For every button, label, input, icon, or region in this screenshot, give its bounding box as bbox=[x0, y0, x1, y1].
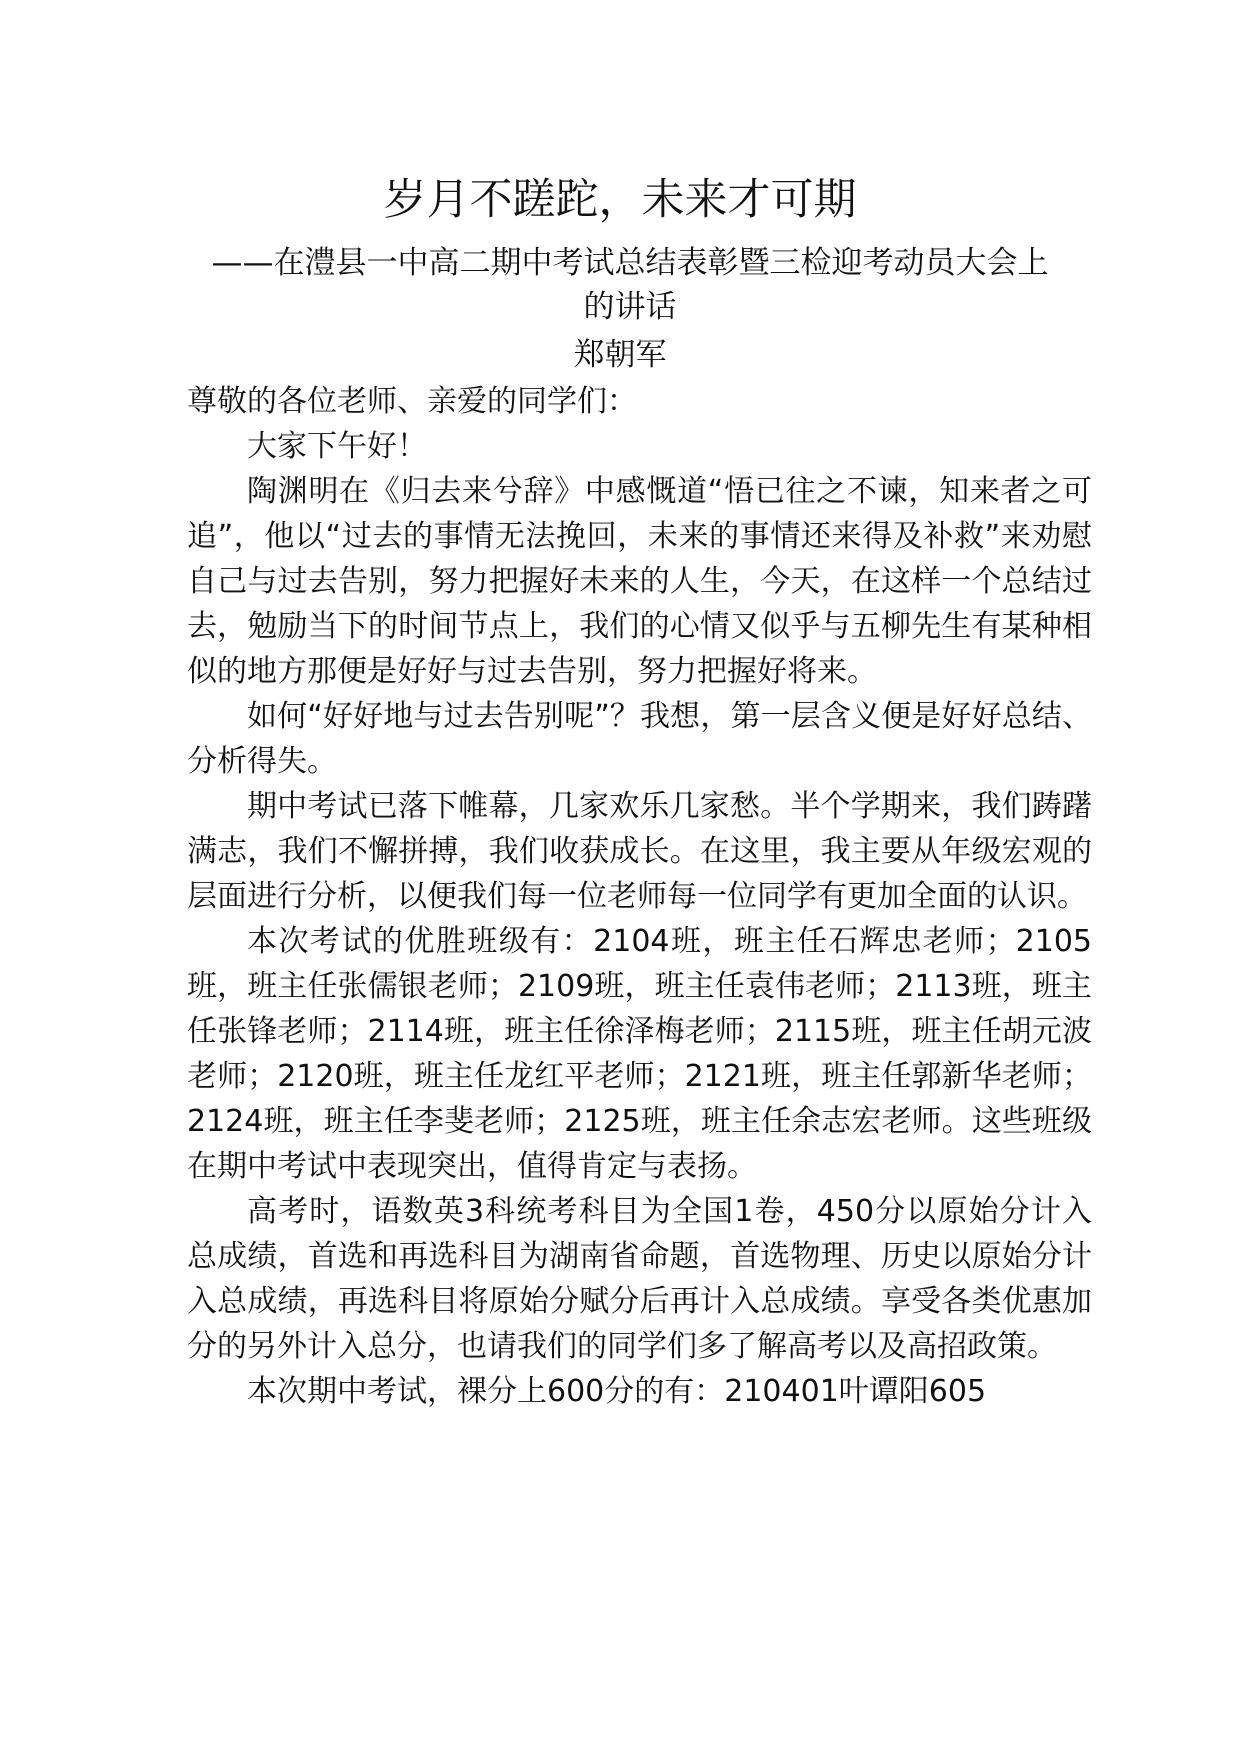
document-subtitle: ——在澧县一中高二期中考试总结表彰暨三检迎考动员大会上的讲话 bbox=[211, 245, 1049, 325]
paragraph-question: 如何“好好地与过去告别呢”？我想，第一层含义便是好好总结、分析得失。 bbox=[187, 699, 1092, 779]
salutation: 尊敬的各位老师、亲爱的同学们： bbox=[187, 384, 637, 419]
paragraph-quote: 陶渊明在《归去来兮辞》中感慨道“悟已往之不谏，知来者之可追”，他以“过去的事情无法挽回，未来的事情还来得及补救”来劝慰自己与过去告别，努力把握好未来的人生，今天，在这样一个总结过去，勉励当下的时间节点上，我们的心情又似乎与五柳先生有某种相似的地方那便是好好与过去告别，努力把握好将来。 bbox=[187, 474, 1092, 689]
paragraph-gaokao-policy: 高考时，语数英3科统考科目为全国1卷，450分以原始分计入总成绩，首选和再选科目为湖南省命题，首选物理、历史以原始分计入总成绩，再选科目将原始分赋分后再计入总成绩。享受各类优惠加分的另外计入总分，也请我们的同学们多了解高考以及高招政策。 bbox=[187, 1194, 1092, 1364]
paragraph-top-scores: 本次期中考试，裸分上600分的有：210401叶谭阳605 bbox=[247, 1374, 987, 1409]
document-title: 岁月不蹉跎，未来才可期 bbox=[383, 175, 857, 225]
paragraph-greeting: 大家下午好！ bbox=[247, 429, 427, 464]
paragraph-winning-classes: 本次考试的优胜班级有：2104班，班主任石辉忠老师；2105班，班主任张儒银老师；2109班，班主任袁伟老师；2113班，班主任张锋老师；2114班，班主任徐泽梅老师；2115班，班主任胡元波老师；2120班，班主任龙红平老师；2121班，班主任郭新华老师；2124班，班主任李斐老师；2125班，班主任余志宏老师。这些班级在期中考试中表现突出，值得肯定与表扬。 bbox=[187, 924, 1092, 1184]
author-name: 郑朝军 bbox=[573, 337, 667, 373]
paragraph-exam-summary: 期中考试已落下帷幕，几家欢乐几家愁。半个学期来，我们踌躇满志，我们不懈拼搏，我们收获成长。在这里，我主要从年级宏观的层面进行分析，以便我们每一位老师每一位同学有更加全面的认识。 bbox=[187, 789, 1092, 914]
speech-body bbox=[187, 379, 1092, 1414]
